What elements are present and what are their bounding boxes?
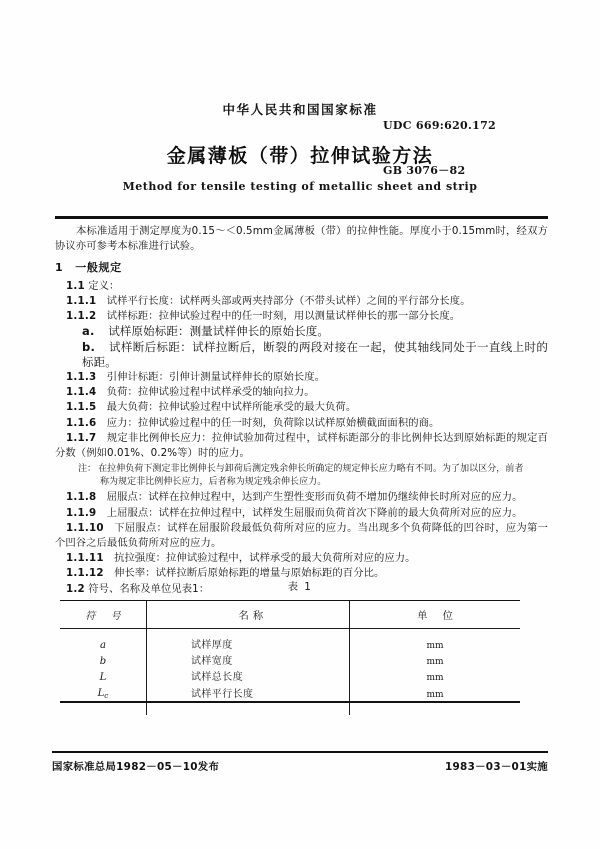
clause-1-1-5-label: 1.1.5	[66, 401, 97, 414]
clause-1-1-5-text: 最大负荷：拉伸试验过程中试样所能承受的最大负荷。	[106, 401, 357, 414]
clause-1-1-2-a-text: 试样原始标距：测量试样伸长的原始长度。	[108, 324, 330, 339]
clause-1-1-11	[0, 551, 600, 566]
clause-1-1-10	[0, 521, 600, 551]
clause-1-1-2-a-label: a.	[82, 324, 95, 339]
clause-1-1-text: 定义：	[88, 279, 120, 292]
cell-unit: mm	[426, 689, 444, 700]
footer-effective-date: 1983－03－01实施	[444, 761, 548, 773]
cell-name: 试样厚度	[147, 629, 350, 655]
cell-unit: mm	[426, 641, 444, 651]
note-label: 注：	[78, 464, 97, 475]
clause-1-1-9-text: 上屈服点：试样在拉伸过程中，试样发生屈服而负荷首次下降前的最大负荷所对应的应力。	[106, 506, 523, 519]
table-1	[60, 600, 520, 715]
clause-1-1-12-label: 1.1.12	[66, 567, 104, 580]
clause-1-1-2-a	[0, 324, 600, 339]
section-1-heading	[0, 261, 600, 276]
clause-1-1-11-text: 抗拉强度：拉伸试验过程中，试样承受的最大负荷所对应的应力。	[114, 552, 416, 565]
clause-1-1-6-text: 应力：拉伸试验过程中的任一时刻，负荷除以试样原始横截面面积的商。	[106, 416, 440, 429]
table-header-row	[60, 601, 520, 629]
document-masthead	[0, 0, 600, 218]
clause-1-1-4-label: 1.1.4	[66, 386, 97, 399]
column-header-unit: 单 位	[350, 601, 521, 629]
table-row	[60, 629, 520, 655]
table-row	[60, 670, 520, 686]
note-line-2: 称为规定非比例伸长应力，后者称为规定残余伸长应力。	[100, 476, 327, 487]
clause-1-1-10-text: 下屈服点：试样在屈服阶段最低负荷所对应的应力。当出现多个负荷降低的凹谷时，应为第一个凹谷之后最低负荷所对应的应力。	[55, 521, 548, 550]
cell-unit: mm	[426, 673, 444, 683]
footer-issue-date: 国家标准总局1982－05－10发布	[52, 761, 220, 773]
column-header-symbol: 符 号	[60, 601, 147, 629]
table-1-bottom-rule	[60, 701, 520, 703]
clause-1-1-12-text: 伸长率：试样拉断后原始标距的增量与原始标距的百分比。	[114, 567, 385, 580]
clause-1-1-8	[0, 490, 600, 505]
clause-1-1-2-label: 1.1.2	[66, 310, 97, 323]
cell-name: 试样宽度	[147, 654, 350, 670]
clause-1-1-1	[0, 294, 600, 309]
standard-number: GB 3076－82	[383, 164, 466, 177]
table-1-header	[60, 601, 520, 629]
footer-divider-rule	[52, 751, 548, 753]
cell-name: 试样总长度	[147, 670, 350, 686]
clause-1-1-8-label: 1.1.8	[66, 491, 97, 504]
clause-1-1-9	[0, 506, 600, 521]
clause-1-1-11-label: 1.1.11	[66, 552, 104, 565]
clause-1-1-1-text: 试样平行长度：试样两头部或两夹持部分（不带头试样）之间的平行部分长度。	[106, 294, 471, 307]
issuing-authority-line: 中华人民共和国国家标准	[222, 102, 378, 117]
clause-1-2-label: 1.2	[66, 582, 85, 595]
cell-symbol: a	[100, 640, 106, 651]
clause-1-1-6	[0, 416, 600, 431]
clause-1-1-8-text: 屈服点：试样在拉伸过程中，达到产生塑性变形而负荷不增加仍继续伸长时所对应的应力。	[106, 491, 523, 504]
table-1-caption: 表 1	[287, 581, 313, 593]
column-header-name: 名 称	[147, 601, 350, 629]
clause-1-1-2-b	[0, 340, 600, 370]
clause-1-1-1-label: 1.1.1	[66, 294, 97, 307]
clause-1-1-4-text: 负荷：拉伸试验过程中试样承受的轴向拉力。	[106, 386, 315, 399]
header-divider-rule	[55, 216, 548, 219]
clause-1-1-6-label: 1.1.6	[66, 416, 97, 429]
page-title: 金属薄板（带）拉伸试验方法	[166, 145, 434, 167]
section-1-number: 1	[55, 261, 64, 275]
clause-1-1-2	[0, 309, 600, 324]
clause-1-1-3-text: 引伸计标距：引伸计测量试样伸长的原始长度。	[106, 371, 326, 383]
cell-symbol-base: L	[97, 688, 105, 699]
clause-1-1-3	[0, 370, 600, 385]
cell-symbol: L	[99, 672, 107, 683]
clause-1-1-7	[0, 431, 600, 461]
clause-1-1-5	[0, 400, 600, 415]
cell-unit: mm	[426, 657, 444, 667]
clause-1-1-3-label: 1.1.3	[66, 371, 97, 383]
clause-1-1-9-label: 1.1.9	[66, 506, 97, 519]
clause-1-1-7-label: 1.1.7	[66, 431, 97, 444]
table-row	[60, 654, 520, 670]
clause-1-1-10-label: 1.1.10	[66, 521, 104, 534]
cell-symbol-subscript: c	[104, 690, 109, 700]
section-1-title: 一般规定	[75, 261, 122, 275]
cell-symbol: b	[99, 656, 107, 667]
scope-paragraph: 本标准适用于测定厚度为0.15～＜0.5mm金属薄板（带）的拉伸性能。厚度小于0.15mm时，经双方协议亦可参考本标准进行试验。	[55, 225, 548, 252]
note-line-1: 在拉伸负荷下测定非比例伸长与卸荷后测定残余伸长所确定的规定伸长应力略有不同。为了加以区分，前者	[98, 464, 524, 475]
clause-1-2-text: 符号、名称及单位见表1：	[88, 582, 210, 595]
clause-1-1	[0, 279, 600, 294]
cell-name: 试样平行长度	[147, 686, 350, 715]
document-body	[0, 224, 600, 597]
clause-1-1-2-text: 试样标距：拉伸试验过程中的任一时刻，用以测量试样伸长的那一部分长度。	[106, 310, 461, 323]
clause-1-1-2-b-text: 试样断后标距：试样拉断后，断裂的两段对接在一起，使其轴线同处于一直线上时的标距。	[82, 339, 548, 369]
clause-1-1-4	[0, 385, 600, 400]
clause-1-1-label: 1.1	[66, 279, 85, 292]
clause-1-1-7-note	[0, 461, 600, 490]
clause-1-1-2-b-label: b.	[82, 339, 96, 354]
clause-1-1-7-text: 规定非比例伸长应力：拉伸试验加荷过程中，试样标距部分的非比例伸长达到原始标距的规定百分数（例如0.01%、0.2%等）时的应力。	[55, 431, 548, 460]
english-title: Method for tensile testing of metallic sheet and strip	[122, 180, 478, 193]
udc-code: UDC 669:620.172	[383, 119, 496, 132]
